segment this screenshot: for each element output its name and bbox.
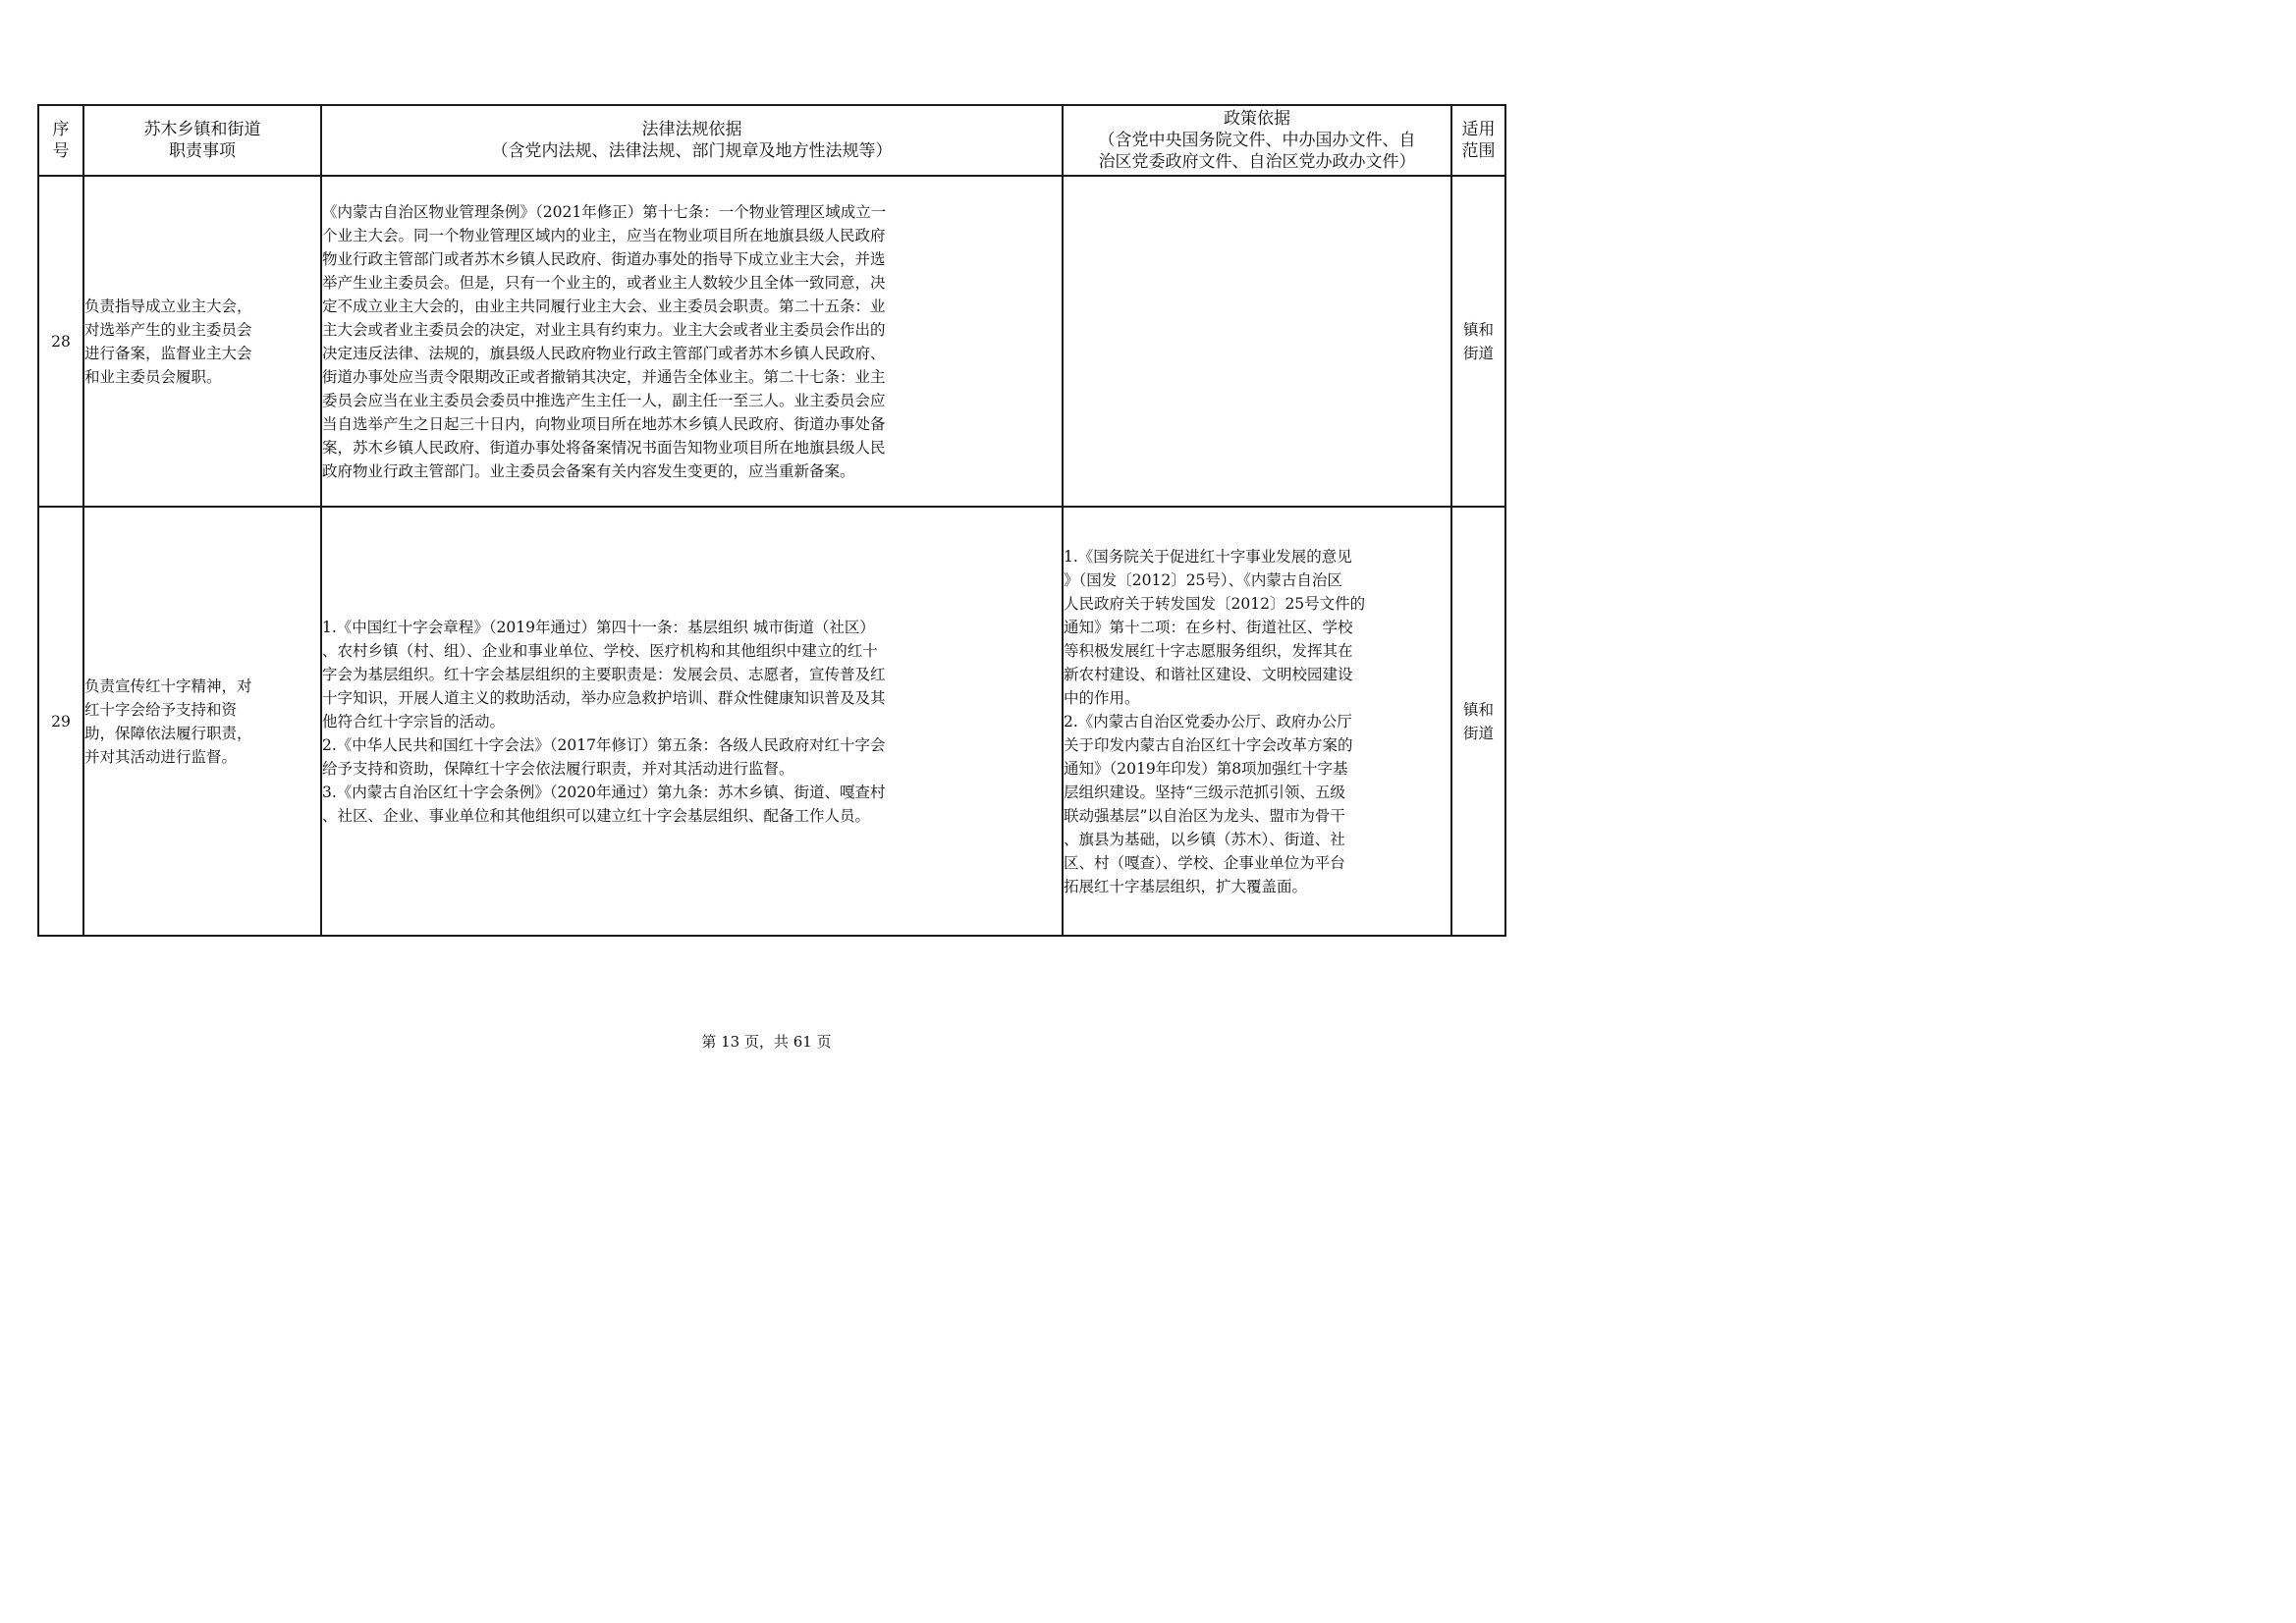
header-duty: 苏木乡镇和街道 职责事项 [83, 105, 321, 176]
serial-number: 29 [38, 507, 83, 936]
duty-description: 负责宣传红十字精神，对 红十字会给予支持和资 助，保障依法履行职责， 并对其活动进行监督。 [83, 507, 321, 936]
serial-number: 28 [38, 176, 83, 507]
legal-basis-text: 1.《中国红十字会章程》（2019年通过）第四十一条：基层组织 城市街道（社区） 、农村乡镇（村、组）、企业和事业单位、学校、医疗机构和其他组织中建立的红十 字会为基层组织。红十字会基层组织的主要职责是：发展会员、志愿者，宣传普及红 十字知识，开展人道主义的救助活动，举办应急救护培训、群众性健康知识普及及其 他符合红十字宗旨的活动。 2.《中华人民共和国红十字会法》（2017年修订）第五条：各级人民政府对红十字会 给予支持和资助，保障红十字会依法履行职责，并对其活动进行监督。 3.《内蒙古自治区红十字会条例》（2020年通过）第九条：苏木乡镇、街道、嘎查村 、社区、企业、事业单位和其他组织可以建立红十字会基层组织、配备工作人员。 [321, 507, 1063, 936]
page-number: 第 13 页，共 61 页 [701, 1033, 832, 1051]
header-scope: 适用 范围 [1451, 105, 1505, 176]
header-legal-basis: 法律法规依据 （含党内法规、法律法规、部门规章及地方性法规等） [321, 105, 1063, 176]
responsibility-table [37, 104, 1506, 937]
duty-description: 负责指导成立业主大会， 对选举产生的业主委员会 进行备案，监督业主大会 和业主委员会履职。 [83, 176, 321, 507]
table-row [38, 507, 1505, 936]
table-row [38, 176, 1505, 507]
header-policy-basis: 政策依据 （含党中央国务院文件、中办国办文件、自 治区党委政府文件、自治区党办政办文件） [1063, 105, 1451, 176]
scope-text: 镇和 街道 [1451, 176, 1505, 507]
table-header-row [38, 105, 1505, 176]
policy-basis-text [1063, 176, 1451, 507]
policy-basis-text: 1.《国务院关于促进红十字事业发展的意见 》（国发〔2012〕25号）、《内蒙古自治区 人民政府关于转发国发〔2012〕25号文件的 通知》第十二项：在乡村、街道社区、学校 等积极发展红十字志愿服务组织，发挥其在 新农村建设、和谐社区建设、文明校园建设 中的作用。 2.《内蒙古自治区党委办公厅、政府办公厅 关于印发内蒙古自治区红十字会改革方案的 通知》（2019年印发）第8项加强红十字基 层组织建设。坚持“三级示范抓引领、五级 联动强基层”以自治区为龙头、盟市为骨干 、旗县为基础，以乡镇（苏木）、街道、社 区、村（嘎查）、学校、企事业单位为平台 拓展红十字基层组织，扩大覆盖面。 [1063, 507, 1451, 936]
legal-basis-text: 《内蒙古自治区物业管理条例》（2021年修正）第十七条：一个物业管理区域成立一 个业主大会。同一个物业管理区域内的业主，应当在物业项目所在地旗县级人民政府 物业行政主管部门或者苏木乡镇人民政府、街道办事处的指导下成立业主大会，并选 举产生业主委员会。但是，只有一个业主的，或者业主人数较少且全体一致同意，决 定不成立业主大会的，由业主共同履行业主大会、业主委员会职责。第二十五条：业 主大会或者业主委员会的决定，对业主具有约束力。业主大会或者业主委员会作出的 决定违反法律、法规的，旗县级人民政府物业行政主管部门或者苏木乡镇人民政府、 街道办事处应当责令限期改正或者撤销其决定，并通告全体业主。第二十七条：业主 委员会应当在业主委员会委员中推选产生主任一人，副主任一至三人。业主委员会应 当自选举产生之日起三十日内，向物业项目所在地苏木乡镇人民政府、街道办事处备 案，苏木乡镇人民政府、街道办事处将备案情况书面告知物业项目所在地旗县级人民 政府物业行政主管部门。业主委员会备案有关内容发生变更的，应当重新备案。 [321, 176, 1063, 507]
header-serial-number: 序 号 [38, 105, 83, 176]
scope-text: 镇和 街道 [1451, 507, 1505, 936]
